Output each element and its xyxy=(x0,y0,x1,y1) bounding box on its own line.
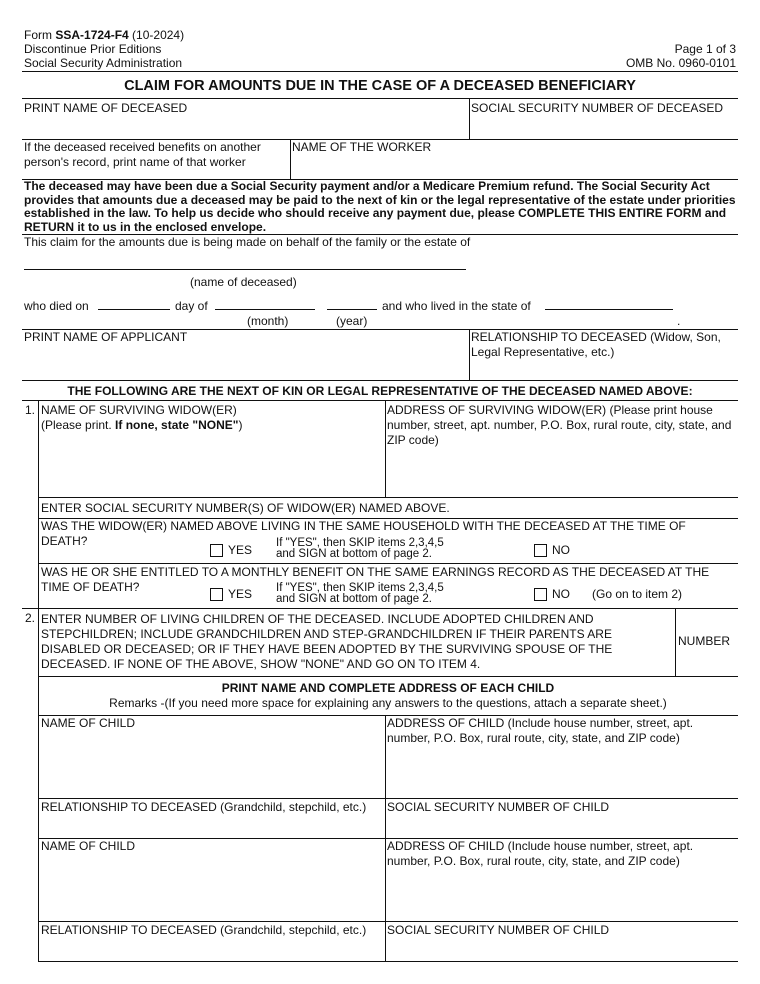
go-on-note: (Go on to item 2) xyxy=(592,587,683,601)
name-caption: (name of deceased) xyxy=(190,275,297,289)
rule xyxy=(38,921,738,922)
state-line[interactable] xyxy=(545,309,673,310)
benefit-yes-checkbox[interactable] xyxy=(210,588,223,601)
child-address-label: ADDRESS OF CHILD (Include house number, street, apt. number, P.O. Box, rural route, city, state, and ZIP code) xyxy=(387,839,694,868)
item-2-number: 2. xyxy=(25,611,36,625)
child-1-ssn-field[interactable] xyxy=(387,800,609,815)
household-no-checkbox[interactable] xyxy=(534,544,547,557)
notice-text: The deceased may have been due a Social Security payment and/or a Medicare Premium refund. The Social Security Act provides that amounts due a deceased may be paid to the next of kin or the legal representative of the estate under priorities established in the law. To help us decide who should receive any payment due, please COMPLETE THIS ENTIRE FORM and RETURN it to us in the enclosed envelope. xyxy=(24,179,736,234)
widow-name-label: NAME OF SURVIVING WIDOW(ER) xyxy=(41,403,237,417)
applicant-name-field[interactable] xyxy=(24,330,464,345)
child-relationship-label: RELATIONSHIP TO DECEASED (Grandchild, stepchild, etc.) xyxy=(41,800,367,814)
yes-label: YES xyxy=(228,587,253,601)
form-title: CLAIM FOR AMOUNTS DUE IN THE CASE OF A DECEASED BENEFICIARY xyxy=(124,78,636,94)
rule xyxy=(38,497,738,498)
widow-name-instruction xyxy=(41,418,381,433)
form-prefix: Form xyxy=(24,28,56,42)
remarks-note: Remarks -(If you need more space for explaining any answers to the questions, attach a separate sheet.) xyxy=(109,696,667,710)
child-1-relationship-field[interactable] xyxy=(41,800,366,815)
divider xyxy=(675,608,676,676)
divider xyxy=(385,400,386,497)
skip-instruction-1: If "YES", then SKIP items 2,3,4,5 xyxy=(276,582,444,594)
household-yes-checkbox[interactable] xyxy=(210,544,223,557)
form-number: SSA-1724-F4 xyxy=(55,28,129,42)
item-1-left-border xyxy=(38,400,39,608)
widow-address-label: ADDRESS OF SURVIVING WIDOW(ER) (Please print house number, street, apt. number, P.O. Box, rural route, city, state, and ZIP code) xyxy=(387,403,732,447)
rule xyxy=(38,563,738,564)
deceased-ssn-label: SOCIAL SECURITY NUMBER OF DECEASED xyxy=(471,101,724,115)
children-heading: PRINT NAME AND COMPLETE ADDRESS OF EACH CHILD xyxy=(221,681,555,695)
question-same-household: WAS THE WIDOW(ER) NAMED ABOVE LIVING IN THE SAME HOUSEHOLD WITH THE DECEASED AT THE TIME OF DEATH? xyxy=(41,519,686,548)
skip-instruction-2: and SIGN at bottom of page 2. xyxy=(276,593,432,605)
applicant-relationship-label: RELATIONSHIP TO DECEASED (Widow, Son, Legal Representative, etc.) xyxy=(471,330,721,359)
child-name-label: NAME OF CHILD xyxy=(41,716,136,730)
bottom-rule xyxy=(38,961,738,962)
benefit-no-checkbox[interactable] xyxy=(534,588,547,601)
divider xyxy=(385,838,386,961)
kin-heading: THE FOLLOWING ARE THE NEXT OF KIN OR LEGAL REPRESENTATIVE OF THE DECEASED NAMED ABOVE: xyxy=(67,384,693,398)
deceased-ssn-field[interactable] xyxy=(471,101,737,116)
divider xyxy=(469,329,470,380)
applicant-name-label: PRINT NAME OF APPLICANT xyxy=(24,330,188,344)
widow-address-field[interactable] xyxy=(387,403,737,448)
worker-name-field[interactable] xyxy=(292,140,732,155)
page-number: Page 1 of 3 xyxy=(674,42,736,56)
top-rule xyxy=(22,71,738,72)
lived-in-label: and who lived in the state of xyxy=(382,299,531,313)
skip-instruction-2: and SIGN at bottom of page 2. xyxy=(276,548,432,560)
number-label: NUMBER xyxy=(678,634,731,648)
child-1-address-field[interactable] xyxy=(387,716,727,746)
divider xyxy=(469,98,470,139)
divider xyxy=(290,139,291,179)
rule xyxy=(22,380,738,381)
child-2-ssn-field[interactable] xyxy=(387,923,609,938)
item-2-left-border xyxy=(38,608,39,961)
who-died-on-label: who died on xyxy=(24,299,89,313)
widow-ssn-label: ENTER SOCIAL SECURITY NUMBER(S) OF WIDOW(ER) NAMED ABOVE. xyxy=(41,501,450,515)
item-1-number: 1. xyxy=(25,403,36,417)
instr-none: If none, state "NONE" xyxy=(115,418,239,432)
child-address-label: ADDRESS OF CHILD (Include house number, street, apt. number, P.O. Box, rural route, city, state, and ZIP code) xyxy=(387,716,694,745)
child-2-name-field[interactable] xyxy=(41,839,381,854)
rule xyxy=(38,798,738,799)
rule xyxy=(38,676,738,677)
child-ssn-label: SOCIAL SECURITY NUMBER OF CHILD xyxy=(387,800,610,814)
child-name-label: NAME OF CHILD xyxy=(41,839,136,853)
day-of-label: day of xyxy=(175,299,208,313)
rule xyxy=(22,608,738,609)
claim-intro: This claim for the amounts due is being made on behalf of the family or the estate of xyxy=(24,235,471,249)
month-caption: (month) xyxy=(247,314,289,328)
widow-name-field[interactable] xyxy=(41,403,381,433)
other-record-note: If the deceased received benefits on another person's record, print name of that worker xyxy=(24,140,261,169)
instr-part: (Please print. xyxy=(41,418,116,432)
title-rule xyxy=(22,98,738,99)
omb-number: OMB No. 0960-0101 xyxy=(625,56,736,70)
children-number-field[interactable] xyxy=(678,634,730,649)
death-year-line[interactable] xyxy=(327,309,377,310)
skip-instruction-1: If "YES", then SKIP items 2,3,4,5 xyxy=(276,537,444,549)
period: . xyxy=(677,314,681,328)
deceased-name-label: PRINT NAME OF DECEASED xyxy=(24,101,188,115)
child-relationship-label: RELATIONSHIP TO DECEASED (Grandchild, stepchild, etc.) xyxy=(41,923,367,937)
agency-name: Social Security Administration xyxy=(24,56,183,70)
worker-name-label: NAME OF THE WORKER xyxy=(292,140,432,154)
deceased-name-line[interactable] xyxy=(24,269,466,270)
death-month-line[interactable] xyxy=(215,309,315,310)
yes-label: YES xyxy=(228,543,253,557)
form-date: (10-2024) xyxy=(128,28,185,42)
discontinue-note: Discontinue Prior Editions xyxy=(24,42,162,56)
no-label: NO xyxy=(552,587,570,601)
no-label: NO xyxy=(552,543,570,557)
child-2-relationship-field[interactable] xyxy=(41,923,366,938)
widow-ssn-field[interactable] xyxy=(41,501,450,516)
rule xyxy=(22,400,738,401)
applicant-relationship-field[interactable] xyxy=(471,330,737,360)
question-monthly-benefit: WAS HE OR SHE ENTITLED TO A MONTHLY BENEFIT ON THE SAME EARNINGS RECORD AS THE DECEASED AT THE TIME OF DEATH? xyxy=(41,565,710,594)
child-1-name-field[interactable] xyxy=(41,716,381,731)
living-children-instruction: ENTER NUMBER OF LIVING CHILDREN OF THE DECEASED. INCLUDE ADOPTED CHILDREN AND STEPCHILDREN; INCLUDE GRANDCHILDREN AND STEP-GRANDCHILDREN IF THEIR PARENTS ARE DISABLED OR DECEASED; OR IF THEY HAVE BEEN ADOPTED BY THE SURVIVING SPOUSE OF THE DECEASED. IF NONE OF THE ABOVE, SHOW "NONE" AND GO ON TO ITEM 4. xyxy=(41,612,613,671)
deceased-name-field[interactable] xyxy=(24,101,464,116)
year-caption: (year) xyxy=(336,314,368,328)
divider xyxy=(385,715,386,838)
child-ssn-label: SOCIAL SECURITY NUMBER OF CHILD xyxy=(387,923,610,937)
instr-part: ) xyxy=(238,418,243,432)
form-id xyxy=(24,28,184,43)
child-2-address-field[interactable] xyxy=(387,839,727,869)
death-day-line[interactable] xyxy=(98,309,170,310)
